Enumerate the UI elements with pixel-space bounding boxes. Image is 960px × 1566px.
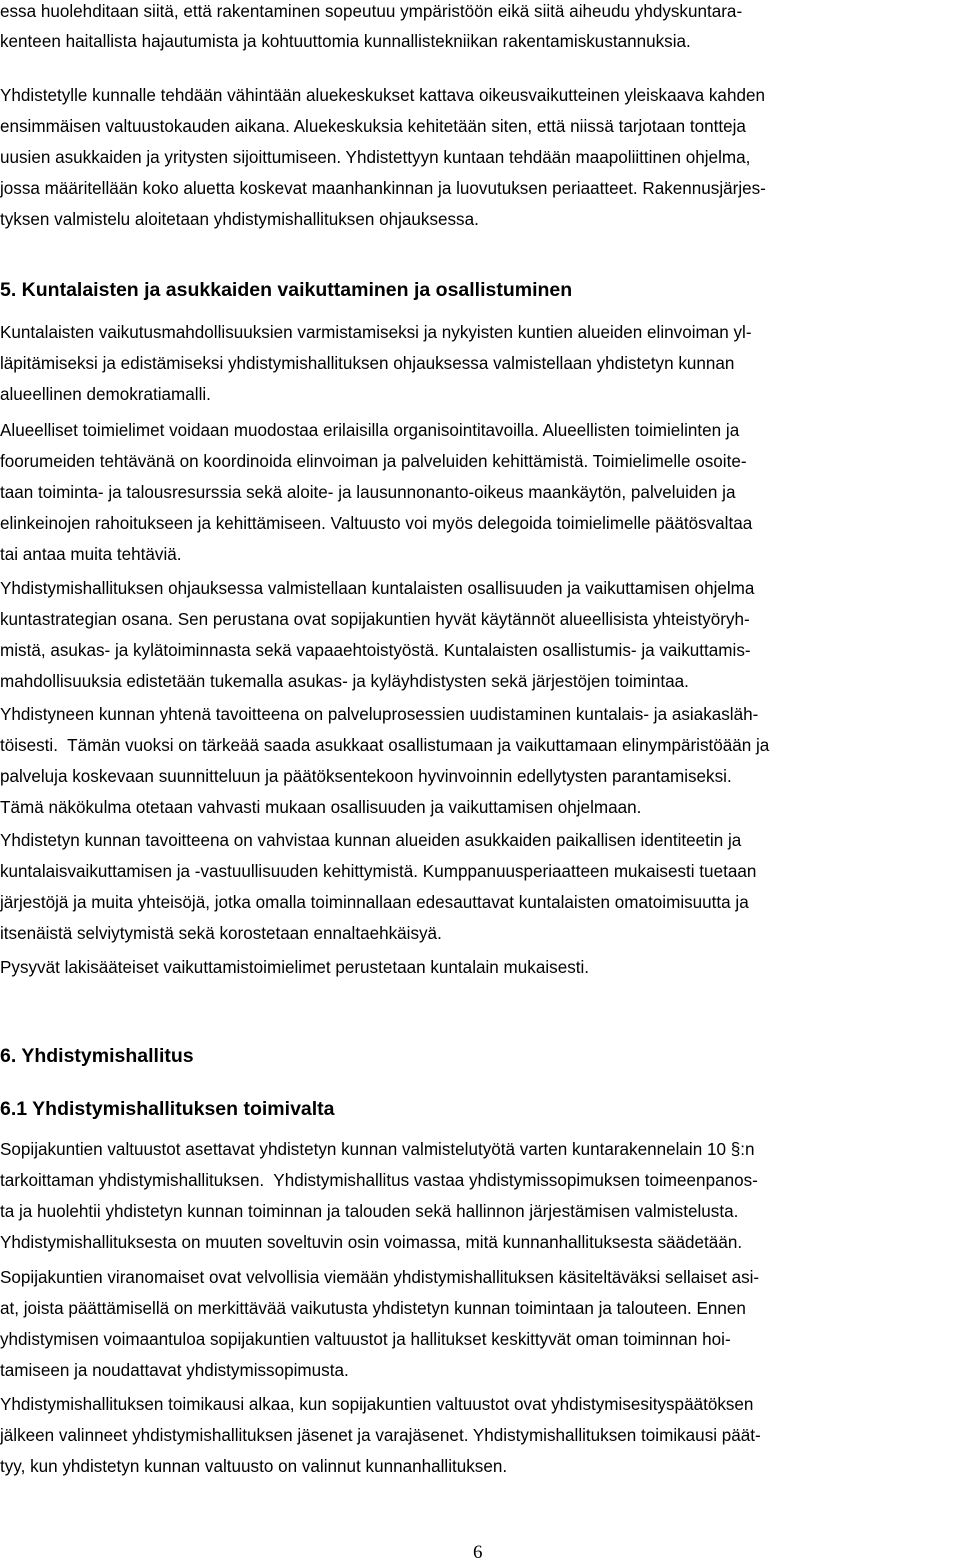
line-text: Yhdistetylle kunnalle tehdään vähintään aluekeskukset kattava oikeusvaikutteinen yleiskaava kahden xyxy=(0,86,765,105)
paragraph-line xyxy=(0,672,689,694)
line-text: jossa määritellään koko aluetta koskevat maanhankinnan ja luovutuksen periaatteet. Rakennusjärjes- xyxy=(0,179,766,198)
paragraph-line xyxy=(0,452,747,474)
line-text: uusien asukkaiden ja yritysten sijoittumiseen. Yhdistettyyn kuntaan tehdään maapoliittinen ohjelma, xyxy=(0,148,751,167)
paragraph-line xyxy=(0,1330,731,1352)
paragraph-line xyxy=(0,421,739,443)
paragraph-line xyxy=(0,1268,759,1290)
line-text: Yhdistyneen kunnan yhtenä tavoitteena on palveluprosessien uudistaminen kuntalais- ja asiakasläh- xyxy=(0,705,759,724)
paragraph-line xyxy=(0,767,732,789)
paragraph-line xyxy=(0,579,754,601)
line-text: ensimmäisen valtuustokauden aikana. Aluekeskuksia kehitetään siten, että niissä tarjotaan tontteja xyxy=(0,117,746,136)
paragraph-line xyxy=(0,32,691,54)
line-text: mahdollisuuksia edistetään tukemalla asukas- ja kyläyhdistysten sekä järjestöjen toimintaa. xyxy=(0,672,689,691)
paragraph-line xyxy=(0,705,758,727)
paragraph-line xyxy=(0,893,749,915)
paragraph-line xyxy=(0,1457,507,1479)
line-text: tyy, kun yhdistetyn kunnan valtuusto on valinnut kunnanhallituksen. xyxy=(0,1457,508,1476)
line-text: Sopijakuntien viranomaiset ovat velvollisia viemään yhdistymishallituksen käsiteltäväksi sellaiset asi- xyxy=(0,1268,760,1287)
line-text: kuntastrategian osana. Sen perustana ovat sopijakuntien hyvät käytännöt alueellisista yhteistyöryh- xyxy=(0,610,750,629)
line-text: Kuntalaisten vaikutusmahdollisuuksien varmistamiseksi ja nykyisten kuntien alueiden elinvoiman yl- xyxy=(0,323,752,342)
paragraph-line xyxy=(0,831,741,853)
paragraph-line xyxy=(0,179,766,201)
line-text: Pysyvät lakisääteiset vaikuttamistoimielimet perustetaan kuntalain mukaisesti. xyxy=(0,958,590,977)
paragraph-line xyxy=(0,1299,746,1321)
line-text: töisesti. Tämän vuoksi on tärkeää saada asukkaat osallistumaan ja vaikuttamaan elinympäristöään ja xyxy=(0,736,770,755)
paragraph-line xyxy=(0,323,752,345)
paragraph-line xyxy=(0,1171,758,1193)
line-text: Yhdistetyn kunnan tavoitteena on vahvistaa kunnan alueiden asukkaiden paikallisen identiteetin ja xyxy=(0,831,742,850)
paragraph-line xyxy=(0,483,735,505)
paragraph-line xyxy=(0,958,589,980)
paragraph-line xyxy=(0,86,765,108)
paragraph-line xyxy=(0,1202,738,1224)
line-text: Alueelliset toimielimet voidaan muodostaa erilaisilla organisointitavoilla. Alueellisten toimielinten ja xyxy=(0,421,740,440)
paragraph-line xyxy=(0,117,746,139)
section-heading: 6.1 Yhdistymishallituksen toimivalta xyxy=(0,1098,335,1120)
line-text: yhdistymisen voimaantuloa sopijakuntien valtuustot ja hallitukset keskittyvät oman toiminnan hoi- xyxy=(0,1330,731,1349)
paragraph-line xyxy=(0,736,769,758)
line-text: Sopijakuntien valtuustot asettavat yhdistetyn kunnan valmistelutyötä varten kuntarakennelain 10 §:n xyxy=(0,1140,755,1159)
page-number: 6 xyxy=(473,1542,483,1563)
paragraph-line xyxy=(0,210,479,232)
line-text: essa huolehditaan siitä, että rakentaminen sopeutuu ympäristöön eikä siitä aiheudu yhdyskuntara- xyxy=(0,2,743,21)
line-text: järjestöjä ja muita yhteisöjä, jotka omalla toiminnallaan edesauttavat kuntalaisten omatoimisuutta ja xyxy=(0,893,749,912)
paragraph-line xyxy=(0,1140,755,1162)
line-text: Tämä näkökulma otetaan vahvasti mukaan osallisuuden ja vaikuttamisen ohjelmaan. xyxy=(0,798,642,817)
line-text: at, joista päättämisellä on merkittävää vaikutusta yhdistetyn kunnan toimintaan ja talouteen. Ennen xyxy=(0,1299,746,1318)
section-heading: 5. Kuntalaisten ja asukkaiden vaikuttaminen ja osallistuminen xyxy=(0,279,573,301)
line-text: Yhdistymishallituksen ohjauksessa valmistellaan kuntalaisten osallisuuden ja vaikuttamisen ohjelma xyxy=(0,579,755,598)
line-text: taan toiminta- ja talousresurssia sekä aloite- ja lausunnonanto-oikeus maankäytön, palveluiden ja xyxy=(0,483,736,502)
line-text: tyksen valmistelu aloitetaan yhdistymishallituksen ohjauksessa. xyxy=(0,210,479,229)
paragraph-line xyxy=(0,798,641,820)
line-text: alueellinen demokratiamalli. xyxy=(0,385,211,404)
paragraph-line xyxy=(0,1395,753,1417)
line-text: tamiseen ja noudattavat yhdistymissopimusta. xyxy=(0,1361,349,1380)
line-text: Yhdistymishallituksen toimikausi alkaa, kun sopijakuntien valtuustot ovat yhdistymisesityspäätöksen xyxy=(0,1395,754,1414)
line-text: läpitämiseksi ja edistämiseksi yhdistymishallituksen ohjauksessa valmistellaan yhdistetyn kunnan xyxy=(0,354,735,373)
paragraph-line xyxy=(0,385,211,407)
line-text: Yhdistymishallituksesta on muuten soveltuvin osin voimassa, mitä kunnanhallituksesta säädetään. xyxy=(0,1233,743,1252)
line-text: palveluja koskevaan suunnitteluun ja päätöksentekoon hyvinvoinnin edellytysten parantamiseksi. xyxy=(0,767,732,786)
paragraph-line xyxy=(0,1233,742,1255)
line-text: ta ja huolehtii yhdistetyn kunnan toiminnan ja talouden sekä hallinnon järjestämisen valmistelusta. xyxy=(0,1202,739,1221)
paragraph-line xyxy=(0,545,182,567)
paragraph-line xyxy=(0,924,442,946)
line-text: foorumeiden tehtävänä on koordinoida elinvoiman ja palveluiden kehittämistä. Toimielimelle osoite- xyxy=(0,452,747,471)
paragraph-line xyxy=(0,354,734,376)
section-heading: 6. Yhdistymishallitus xyxy=(0,1045,194,1067)
paragraph-line xyxy=(0,148,750,170)
line-text: mistä, asukas- ja kylätoiminnasta sekä vapaaehtoistyöstä. Kuntalaisten osallistumis- ja vaikuttamis- xyxy=(0,641,751,660)
paragraph-line xyxy=(0,1426,761,1448)
paragraph-line xyxy=(0,641,751,663)
line-text: tai antaa muita tehtäviä. xyxy=(0,545,182,564)
paragraph-line xyxy=(0,2,742,24)
paragraph-line xyxy=(0,1361,349,1383)
line-text: jälkeen valinneet yhdistymishallituksen jäsenet ja varajäsenet. Yhdistymishallituksen toimikausi päät- xyxy=(0,1426,761,1445)
paragraph-line xyxy=(0,514,752,536)
paragraph-line xyxy=(0,610,750,632)
line-text: elinkeinojen rahoitukseen ja kehittämiseen. Valtuusto voi myös delegoida toimielimelle päätösvaltaa xyxy=(0,514,753,533)
line-text: kenteen haitallista hajautumista ja kohtuuttomia kunnallistekniikan rakentamiskustannuksia. xyxy=(0,32,691,51)
line-text: tarkoittaman yhdistymishallituksen. Yhdistymishallitus vastaa yhdistymissopimuksen toimeenpanos- xyxy=(0,1171,758,1190)
line-text: kuntalaisvaikuttamisen ja -vastuullisuuden kehittymistä. Kumppanuusperiaatteen mukaisesti tuetaan xyxy=(0,862,757,881)
line-text: itsenäistä selviytymistä sekä korostetaan ennaltaehkäisyä. xyxy=(0,924,442,943)
paragraph-line xyxy=(0,862,756,884)
